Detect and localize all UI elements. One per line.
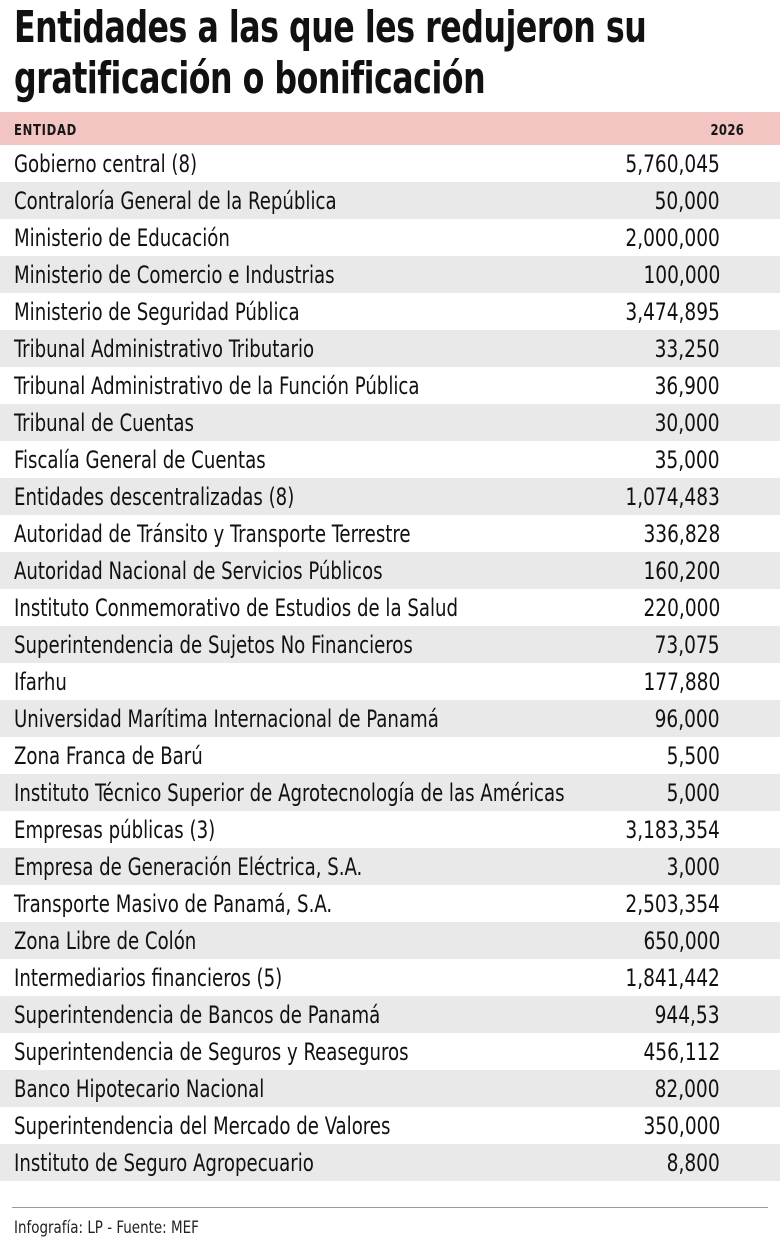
- cell-entity-name: Entidades descentralizadas (8): [14, 483, 295, 511]
- table-row: [0, 737, 780, 774]
- table-row: [0, 848, 780, 885]
- cell-entity-name: Instituto Técnico Superior de Agrotecnología de las Américas: [14, 779, 565, 807]
- cell-value-2026: 1,841,442: [625, 964, 720, 992]
- page-title: [0, 0, 780, 104]
- cell-value-2026: 160,200: [643, 557, 720, 585]
- table-header-row: [0, 112, 780, 145]
- table-row: [0, 774, 780, 811]
- cell-value-2026: 33,250: [655, 335, 720, 363]
- table-row: [0, 145, 780, 182]
- cell-entity-name: Superintendencia de Bancos de Panamá: [14, 1001, 381, 1029]
- cell-entity-name: Ifarhu: [14, 668, 67, 696]
- table-row: [0, 589, 780, 626]
- cell-entity-name: Tribunal de Cuentas: [14, 409, 194, 437]
- cell-entity-name: Transporte Masivo de Panamá, S.A.: [14, 890, 333, 918]
- table-row: [0, 663, 780, 700]
- cell-entity-name: Intermediarios financieros (5): [14, 964, 283, 992]
- table-row: [0, 182, 780, 219]
- cell-entity-name: Empresa de Generación Eléctrica, S.A.: [14, 853, 363, 881]
- table-row: [0, 1107, 780, 1144]
- cell-entity-name: Fiscalía General de Cuentas: [14, 446, 266, 474]
- cell-entity-name: Contraloría General de la República: [14, 187, 337, 215]
- footer: [0, 1187, 780, 1248]
- footer-divider: [12, 1207, 768, 1208]
- cell-value-2026: 220,000: [643, 594, 720, 622]
- cell-value-2026: 5,000: [666, 779, 720, 807]
- cell-entity-name: Superintendencia del Mercado de Valores: [14, 1112, 391, 1140]
- table-row: [0, 700, 780, 737]
- cell-entity-name: Tribunal Administrativo de la Función Pública: [14, 372, 420, 400]
- cell-entity-name: Gobierno central (8): [14, 150, 198, 178]
- table-row: [0, 293, 780, 330]
- cell-value-2026: 8,800: [666, 1149, 720, 1177]
- table-row: [0, 552, 780, 589]
- table-row: [0, 1070, 780, 1107]
- column-header-2026: 2026: [710, 121, 744, 139]
- table-row: [0, 515, 780, 552]
- table-row: [0, 1033, 780, 1070]
- table-row: [0, 404, 780, 441]
- cell-value-2026: 650,000: [643, 927, 720, 955]
- table-body: [0, 145, 780, 1181]
- cell-value-2026: 2,503,354: [625, 890, 720, 918]
- table-row: [0, 1144, 780, 1181]
- cell-value-2026: 5,500: [666, 742, 720, 770]
- cell-value-2026: 944,53: [655, 1001, 720, 1029]
- cell-value-2026: 73,075: [655, 631, 720, 659]
- footer-credit: Infografía: LP - Fuente: MEF: [14, 1218, 199, 1238]
- table-row: [0, 885, 780, 922]
- cell-entity-name: Ministerio de Comercio e Industrias: [14, 261, 335, 289]
- cell-value-2026: 3,000: [666, 853, 720, 881]
- cell-value-2026: 36,900: [655, 372, 720, 400]
- cell-entity-name: Autoridad de Tránsito y Transporte Terrestre: [14, 520, 411, 548]
- cell-entity-name: Universidad Marítima Internacional de Panamá: [14, 705, 439, 733]
- table-row: [0, 959, 780, 996]
- cell-entity-name: Zona Franca de Barú: [14, 742, 203, 770]
- cell-entity-name: Superintendencia de Sujetos No Financieros: [14, 631, 413, 659]
- cell-entity-name: Instituto Conmemorativo de Estudios de la Salud: [14, 594, 459, 622]
- cell-value-2026: 3,183,354: [625, 816, 720, 844]
- cell-value-2026: 336,828: [643, 520, 720, 548]
- cell-entity-name: Tribunal Administrativo Tributario: [14, 335, 315, 363]
- cell-entity-name: Superintendencia de Seguros y Reaseguros: [14, 1038, 409, 1066]
- cell-entity-name: Empresas públicas (3): [14, 816, 216, 844]
- cell-value-2026: 5,760,045: [625, 150, 720, 178]
- cell-value-2026: 3,474,895: [625, 298, 720, 326]
- cell-value-2026: 2,000,000: [625, 224, 720, 252]
- table-row: [0, 996, 780, 1033]
- table-row: [0, 626, 780, 663]
- table-row: [0, 367, 780, 404]
- table-row: [0, 811, 780, 848]
- cell-value-2026: 456,112: [643, 1038, 720, 1066]
- cell-entity-name: Zona Libre de Colón: [14, 927, 197, 955]
- cell-entity-name: Ministerio de Seguridad Pública: [14, 298, 300, 326]
- cell-entity-name: Banco Hipotecario Nacional: [14, 1075, 265, 1103]
- cell-value-2026: 96,000: [655, 705, 720, 733]
- cell-value-2026: 1,074,483: [625, 483, 720, 511]
- table-row: [0, 256, 780, 293]
- table-row: [0, 330, 780, 367]
- table-row: [0, 219, 780, 256]
- page-title-line-2: gratificación o bonificación: [14, 53, 486, 104]
- column-header-entidad: ENTIDAD: [14, 121, 77, 139]
- table-row: [0, 441, 780, 478]
- cell-value-2026: 82,000: [655, 1075, 720, 1103]
- cell-value-2026: 35,000: [655, 446, 720, 474]
- cell-entity-name: Ministerio de Educación: [14, 224, 230, 252]
- cell-value-2026: 50,000: [655, 187, 720, 215]
- cell-value-2026: 30,000: [655, 409, 720, 437]
- cell-entity-name: Autoridad Nacional de Servicios Públicos: [14, 557, 383, 585]
- cell-entity-name: Instituto de Seguro Agropecuario: [14, 1149, 314, 1177]
- cell-value-2026: 350,000: [643, 1112, 720, 1140]
- table-row: [0, 478, 780, 515]
- cell-value-2026: 177,880: [643, 668, 720, 696]
- table-row: [0, 922, 780, 959]
- page-title-line-1: Entidades a las que les redujeron su: [14, 2, 647, 53]
- cell-value-2026: 100,000: [643, 261, 720, 289]
